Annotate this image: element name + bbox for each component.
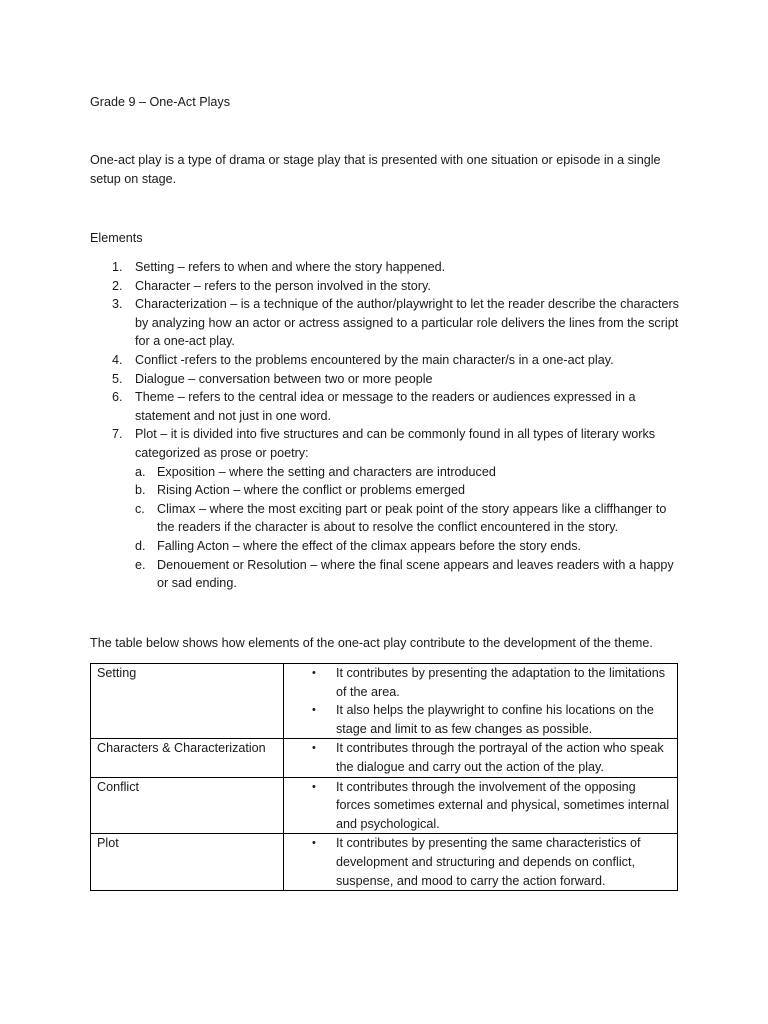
list-number: 3. [112,297,123,312]
bullet-icon: • [312,667,316,679]
sub-list-item [135,500,682,537]
contribution-cell [284,834,678,891]
element-cell: Plot [91,834,284,891]
intro-paragraph: One-act play is a type of drama or stage play that is presented with one situation or episode in a single setup on stage. [90,153,661,186]
document-title: Grade 9 – One-Act Plays [90,95,230,109]
table-row [91,739,678,777]
elements-list [90,258,682,593]
sub-list-item-text: Rising Action – where the conflict or problems emerged [157,483,465,498]
sub-list-item [135,481,682,500]
list-item-text: Character – refers to the person involved in the story. [135,278,431,293]
list-number: 7. [112,427,123,442]
list-item-text: Conflict -refers to the problems encountered by the main character/s in a one-act play. [135,352,614,367]
list-item [90,425,682,592]
list-item-text: Dialogue – conversation between two or more people [135,371,433,386]
element-cell: Characters & Characterization [91,739,284,777]
sub-list-item [135,556,682,593]
list-number: 4. [112,352,123,367]
list-item [90,277,682,296]
contribution-cell [284,777,678,834]
list-item [90,351,682,370]
sub-list-item-text: Falling Acton – where the effect of the climax appears before the story ends. [157,538,581,553]
bullet-icon: • [312,780,316,793]
contribution-point: • It contributes by presenting the adaptation to the limitations of the area. [312,666,666,699]
bullet-icon: • [312,742,316,755]
table-intro: The table below shows how elements of the one-act play contribute to the development of the theme. [90,636,653,650]
contribution-point: • It contributes by presenting the same characteristics of development and structuring and depends on conflict, suspense, and mood to carry the action forward. [312,836,641,888]
contribution-point: • It also helps the playwright to confine his locations on the stage and limit to as few changes as possible. [312,703,654,736]
sub-list-item-text: Denouement or Resolution – where the final scene appears and leaves readers with a happy or sad ending. [157,557,674,591]
list-item [90,258,682,277]
element-cell: Setting [91,664,284,739]
list-number: 1. [112,260,123,274]
list-number: 6. [112,390,123,405]
elements-heading: Elements [90,231,143,245]
list-item-text: Characterization – is a technique of the author/playwright to let the reader describe the characters by analyzing how an actor or actress assigned to a particular role delivers the lines from the script for a one-act play. [135,297,679,349]
list-item-text: Theme – refers to the central idea or message to the readers or audiences expressed in a statement and not just in one word. [135,390,636,423]
bullet-icon: • [312,704,316,717]
table-row [91,834,678,891]
sub-list-item-text: Exposition – where the setting and characters are introduced [157,464,496,479]
plot-structure-list [135,463,682,593]
element-cell: Conflict [91,777,284,834]
contribution-cell [284,739,678,777]
bullet-icon: • [312,837,316,850]
list-item [90,295,682,351]
list-item-text: Setting – refers to when and where the story happened. [135,260,446,274]
list-number: 2. [112,278,123,293]
sub-list-letter: e. [135,557,146,572]
list-item [90,370,682,389]
sub-list-item [135,537,682,556]
contribution-table [90,663,678,891]
sub-list-letter: a. [135,464,146,479]
contribution-point: • It contributes through the involvement of the opposing forces sometimes external and physical, sometimes internal and psychological. [312,779,670,831]
sub-list-letter: d. [135,538,146,553]
list-number: 5. [112,371,123,386]
sub-list-item [135,463,682,482]
list-item [90,388,682,425]
sub-list-letter: c. [135,501,145,516]
table-row [91,664,678,739]
sub-list-item-text: Climax – where the most exciting part or peak point of the story appears like a cliffhanger to the readers if the character is about to resolve the conflict encountered in the story. [157,501,667,535]
sub-list-letter: b. [135,483,146,498]
contribution-point: • It contributes through the portrayal of the action who speak the dialogue and carry out the action of the play. [312,741,664,774]
list-item-text: Plot – it is divided into five structures and can be commonly found in all types of literary works categorized as prose or poetry: [135,427,656,460]
table-row [91,777,678,834]
contribution-cell [284,664,678,739]
